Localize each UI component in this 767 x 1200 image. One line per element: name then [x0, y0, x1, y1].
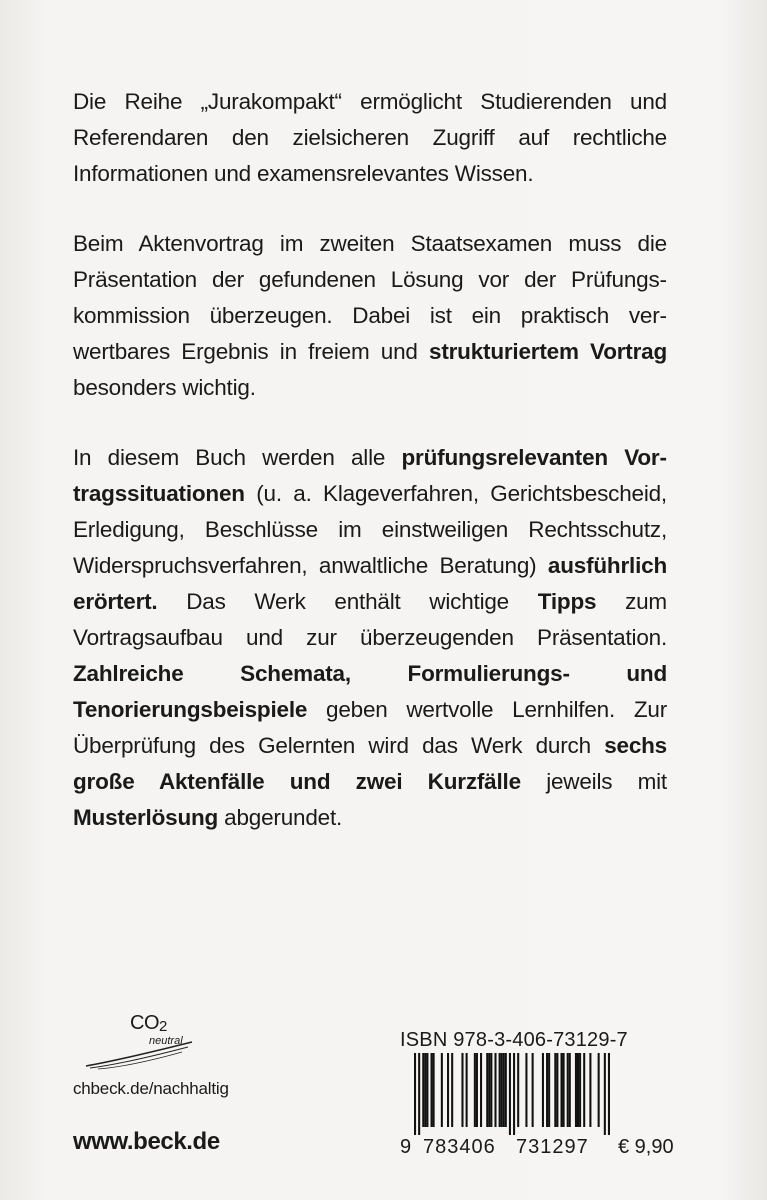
barcode-bar — [426, 1053, 428, 1127]
barcode-digits-right: 731297 — [516, 1136, 589, 1158]
barcode-digits-left: 783406 — [423, 1136, 496, 1158]
barcode-bar — [503, 1053, 505, 1127]
barcode-bar — [517, 1053, 519, 1127]
barcode-bar — [494, 1053, 496, 1127]
barcode-bar — [466, 1053, 468, 1127]
barcode-bar — [554, 1053, 556, 1127]
barcode-lead-digit: 9 — [400, 1136, 413, 1158]
barcode-bar — [433, 1053, 435, 1127]
barcode-bar — [509, 1053, 511, 1135]
barcode-bar — [513, 1053, 515, 1135]
barcode-bar — [431, 1053, 433, 1127]
blurb-paragraph-3 — [73, 440, 667, 836]
barcode-bar — [546, 1053, 548, 1127]
blurb-paragraph-1 — [73, 84, 667, 192]
price: € 9,90 — [618, 1136, 674, 1158]
isbn-label: ISBN 978-3-406-73129-7 — [400, 1029, 628, 1051]
barcode-bar — [532, 1053, 534, 1127]
barcode-bar — [490, 1053, 492, 1127]
barcode-bar — [563, 1053, 565, 1127]
barcode-bar — [486, 1053, 488, 1127]
barcode — [414, 1053, 610, 1135]
co2-neutral-logo — [84, 1012, 196, 1070]
barcode-bar — [424, 1053, 426, 1127]
sustainability-link[interactable]: chbeck.de/nachhaltig — [73, 1079, 229, 1098]
barcode-bar — [598, 1053, 600, 1127]
blurb-paragraph-3-text: In diesem Buch werden alle prüfungsrelevanten Vortragssituationen (u. a. Klageverfahren, Gerichtsbescheid, Erledigung, Beschlüsse im einstweiligen Rechtsschutz, Widerspruchsverfahren, anwaltliche Beratung) ausführlich erörtert. Das Werk enthält wichtige Tipps zum Vortragsaufbau und zur überzeugenden Präsentation. Zahlreiche Schemata, Formulierungs- und Tenorierungsbeispiele geben wertvolle Lernhilfen. Zur Überprüfung des Gelernten wird das Werk durch sechs große Aktenfälle und zwei Kurzfälle jeweils mit Musterlösung abgerundet. — [73, 445, 667, 830]
blurb-paragraph-2 — [73, 226, 667, 406]
co2-label: $CO_2$ — [130, 1012, 167, 1035]
barcode-bar — [476, 1053, 478, 1127]
barcode-bar — [569, 1053, 571, 1127]
barcode-bar — [418, 1053, 420, 1135]
barcode-bar — [488, 1053, 490, 1127]
barcode-bar — [556, 1053, 558, 1127]
blurb-paragraph-2-text: Beim Aktenvortrag im zweiten Staatsexamen muss die Präsentation der gefundenen Lösung vor der Prüfungskommission überzeugen. Dabei ist ein praktisch verwertbares Ergebnis in freiem und strukturiertem Vortrag besonders wichtig. — [73, 231, 667, 400]
barcode-bar — [548, 1053, 550, 1127]
co2-neutral-tagline: neutral — [149, 1035, 183, 1047]
barcode-bar — [579, 1053, 581, 1127]
barcode-bar — [608, 1053, 610, 1135]
barcode-bar — [542, 1053, 544, 1127]
barcode-bar — [480, 1053, 482, 1127]
publisher-website[interactable]: www.beck.de — [73, 1128, 220, 1155]
barcode-bar — [501, 1053, 503, 1127]
blurb-paragraph-1-text: Die Reihe „Jurakompakt“ ermöglicht Studierenden und Referendaren den zielsicheren Zugriff auf rechtliche Informationen und examensrelevantes Wissen. — [73, 89, 667, 186]
barcode-bar — [447, 1053, 449, 1127]
barcode-bar — [451, 1053, 453, 1127]
barcode-bar — [499, 1053, 501, 1127]
swoosh-icon — [84, 1038, 196, 1070]
barcode-bar — [583, 1053, 585, 1127]
barcode-bar — [525, 1053, 527, 1127]
barcode-bar — [414, 1053, 416, 1135]
barcode-bar — [567, 1053, 569, 1127]
barcode-bar — [441, 1053, 443, 1127]
barcode-bar — [422, 1053, 424, 1127]
barcode-bar — [505, 1053, 507, 1127]
barcode-bar — [560, 1053, 562, 1127]
barcode-bar — [604, 1053, 606, 1135]
barcode-bar — [589, 1053, 591, 1127]
barcode-bar — [474, 1053, 476, 1127]
barcode-bar — [461, 1053, 463, 1127]
barcode-bar — [577, 1053, 579, 1127]
barcode-bar — [575, 1053, 577, 1127]
